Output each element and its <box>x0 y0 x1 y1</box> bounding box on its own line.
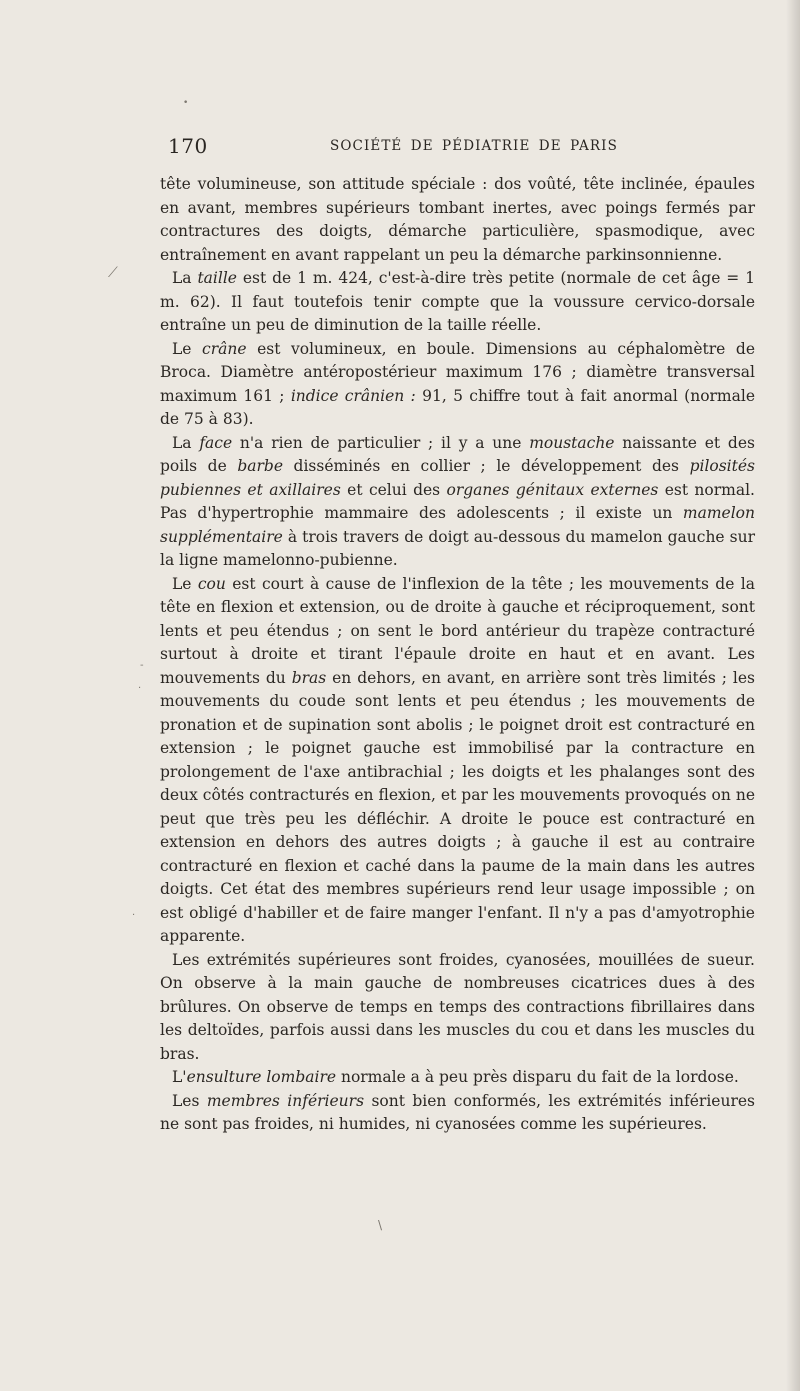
italic-text: face <box>199 433 233 452</box>
text-run: Les extrémités supérieures sont froides, cyanosées, mouillées de sueur. On observe à la main gauche de nombreuses cicatrices dues à des brûlures. On observe de temps en temps des contractions fibrillaires dans les deltoïdes, parfois aussi dans les muscles du cou et dans les muscles du bras. <box>160 950 755 1063</box>
italic-text: cou <box>197 574 226 593</box>
text-run: normale a à peu près disparu du fait de la lordose. <box>336 1068 739 1086</box>
paragraph <box>160 338 755 432</box>
running-head <box>168 134 768 158</box>
margin-dot: - <box>140 660 144 671</box>
page-number: 170 <box>168 134 208 158</box>
paragraph <box>160 267 755 338</box>
text-run: La <box>172 269 198 287</box>
text-run: 91, 5 chiffre tout à fait anormal (normale de 75 à 83). <box>160 386 755 428</box>
paragraph <box>160 1066 755 1090</box>
text-run: sont bien conformés, les extrémités inférieures ne sont pas froides, ni humides, ni cyanosées comme les supérieures. <box>160 1091 755 1133</box>
text-run: et celui des <box>340 480 447 499</box>
body-text <box>160 173 755 1137</box>
paragraph <box>160 1090 755 1137</box>
scan-speck: \ <box>378 1218 383 1232</box>
text-run: tête volumineuse, son attitude spéciale : dos voûté, tête inclinée, épaules en avant, membres supérieurs tombant inertes, avec poings fermés par contractures des doigts, démarche particulière, spasmodique, avec entraînement en avant rappelant un peu la démarche parkinsonnienne. <box>160 175 755 264</box>
italic-text: organes génitaux externes <box>446 480 659 499</box>
italic-text: moustache <box>529 433 615 452</box>
italic-text: indice crânien : <box>290 386 416 405</box>
text-run: à trois travers de doigt au-dessous du mamelon gauche sur la ligne mamelonno-pubienne. <box>160 527 755 569</box>
text-run: est normal. Pas d'hypertrophie mammaire des adolescents ; il existe un <box>160 480 755 522</box>
margin-mark: ⟋ <box>108 265 118 281</box>
page-edge-shadow <box>786 0 800 1391</box>
italic-text: crâne <box>202 339 247 358</box>
paragraph <box>160 432 755 573</box>
journal-title: SOCIÉTÉ DE PÉDIATRIE DE PARIS <box>330 138 618 154</box>
text-run: naissante et des poils de <box>160 433 755 475</box>
scan-speck: • <box>183 98 189 108</box>
paragraph <box>160 573 755 949</box>
paragraph <box>160 173 755 267</box>
text-run: La <box>172 433 200 452</box>
margin-dot: · <box>132 910 136 921</box>
italic-text: ensulture lombaire <box>186 1068 337 1086</box>
italic-text: membres inférieurs <box>206 1091 365 1110</box>
text-run: est volumineux, en boule. Dimensions au céphalomètre de Broca. Diamètre antéropostérieur maximum 176 ; diamètre transversal maximum 161 ; <box>160 339 755 405</box>
italic-text: bras <box>291 668 327 687</box>
paragraph <box>160 949 755 1067</box>
italic-text: mamelon supplémentaire <box>160 504 755 546</box>
italic-text: pilosités pubiennes et axillaires <box>160 457 755 499</box>
text-run: Le <box>172 574 198 593</box>
text-run: en dehors, en avant, en arrière sont très limités ; les mouvements du coude sont lents et peu étendus ; les mouvements de pronation et de supination sont abolis ; le poignet droit est contracturé en extension ; le poignet gauche est immobilisé par la contracture en prolongement de l'axe antibrachial ; les doigts et les phalanges sont des deux côtés contracturés en flexion, et par les mouvements provoqués on ne peut que très peu les défléchir. A droite le pouce est contracturé en extension en dehors des autres doigts ; à gauche il est au contraire contracturé en flexion et caché dans la paume de la main dans les autres doigts. Cet état des membres supérieurs rend leur usage impossible ; on est obligé d'habiller et de faire manger l'enfant. Il n'y a pas d'amyotrophie apparente. <box>160 668 755 945</box>
text-run: est de 1 m. 424, c'est-à-dire très petite (normale de cet âge = 1 m. 62). Il faut toutefois tenir compte que la voussure cervico-dorsale entraîne un peu de diminution de la taille réelle. <box>160 269 755 334</box>
text-run: disséminés en collier ; le développement des <box>283 457 690 475</box>
text-run: Les <box>172 1091 207 1110</box>
italic-text: taille <box>197 269 237 287</box>
margin-dot: · <box>138 683 142 694</box>
text-run: Le <box>172 339 203 358</box>
text-run: n'a rien de particulier ; il y a une <box>232 433 530 452</box>
italic-text: barbe <box>237 457 283 475</box>
text-run: est court à cause de l'inflexion de la tête ; les mouvements de la tête en flexion et extension, ou de droite à gauche et réciproquement, sont lents et peu étendus ; on sent le bord antérieur du trapèze contracturé surtout à droite et tirant l'épaule droite en haut et en avant. Les mouvements du <box>160 574 755 687</box>
text-run: L' <box>172 1068 187 1086</box>
